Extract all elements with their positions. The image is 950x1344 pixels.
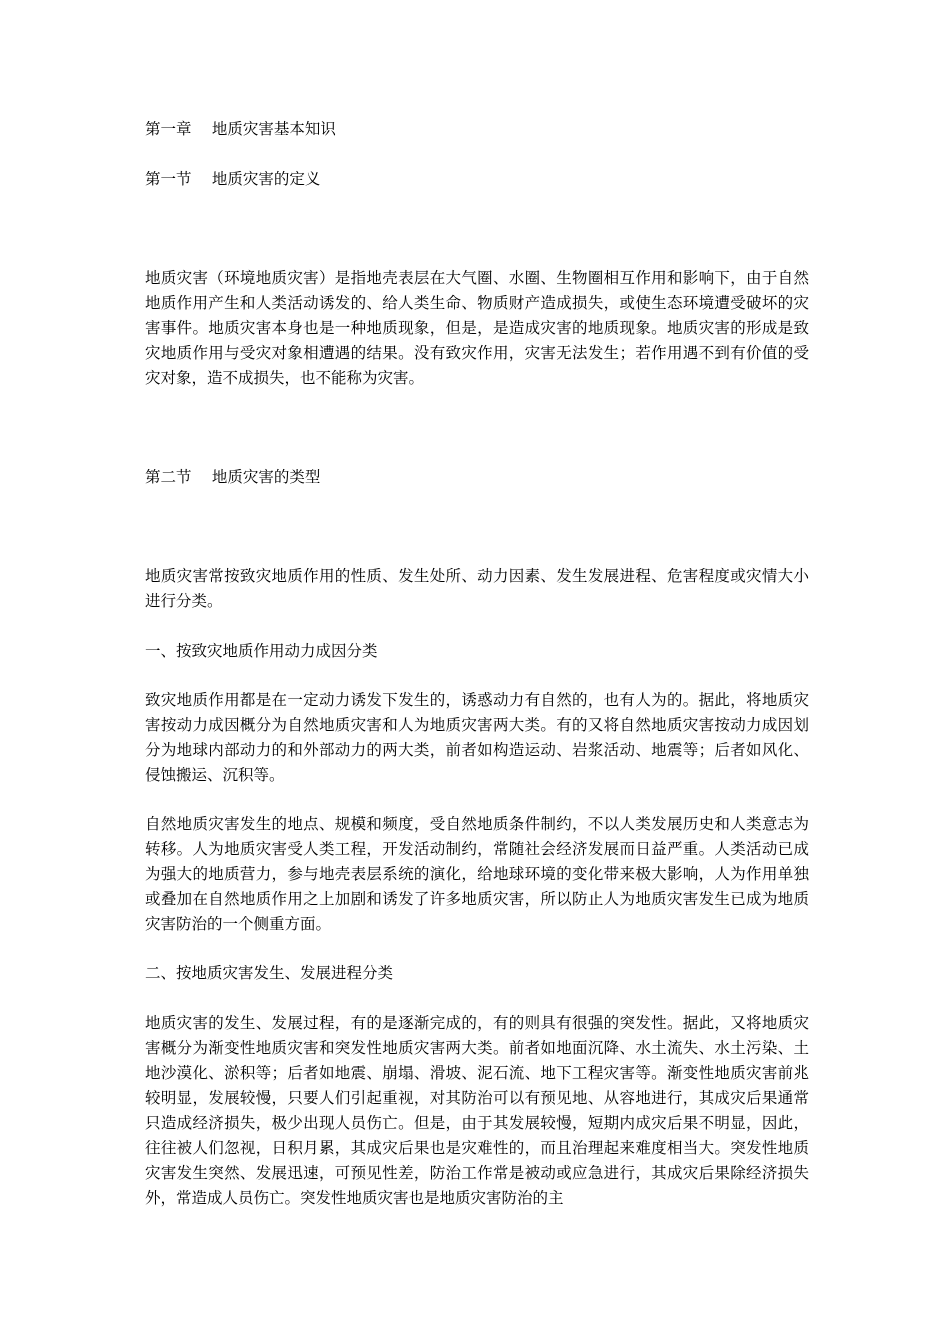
subsection-title-dynamic-cause: 一、按致灾地质作用动力成因分类 [145, 642, 378, 660]
chapter-title: 第一章 地质灾害基本知识 [145, 120, 336, 138]
section-title-definition: 第一节 地质灾害的定义 [145, 170, 321, 188]
paragraph-process: 地质灾害的发生、发展过程，有的是逐渐完成的，有的则具有很强的突发性。据此，又将地质灾害概分为渐变性地质灾害和突发性地质灾害两大类。前者如地面沉降、水土流失、水土污染、土地沙漠化、淤积等；后者如地震、崩塌、滑坡、泥石流、地下工程灾害等。渐变性地质灾害前兆较明显，发展较慢，只要人们引起重视，对其防治可以有预见地、从容地进行，其成灾后果通常只造成经济损失，极少出现人员伤亡。但是，由于其发展较慢，短期内成灾后果不明显，因此，往往被人们忽视，日积月累，其成灾后果也是灾难性的，而且治理起来难度相当大。突发性地质灾害发生突然、发展迅速，可预见性差，防治工作常是被动或应急进行，其成灾后果除经济损失外，常造成人员伤亡。突发性地质灾害也是地质灾害防治的主 [145, 1014, 809, 1207]
section-title-types: 第二节 地质灾害的类型 [145, 468, 321, 486]
subsection-title-process: 二、按地质灾害发生、发展进程分类 [145, 964, 394, 982]
paragraph-dynamic-cause-1: 致灾地质作用都是在一定动力诱发下发生的，诱惑动力有自然的，也有人为的。据此，将地质灾害按动力成因概分为自然地质灾害和人为地质灾害两大类。有的又将自然地质灾害按动力成因划分为地球内部动力的和外部动力的两大类，前者如构造运动、岩浆活动、地震等；后者如风化、侵蚀搬运、沉积等。 [145, 691, 809, 784]
paragraph-types-intro: 地质灾害常按致灾地质作用的性质、发生处所、动力因素、发生发展进程、危害程度或灾情大小进行分类。 [145, 567, 809, 610]
paragraph-definition: 地质灾害（环境地质灾害）是指地壳表层在大气圈、水圈、生物圈相互作用和影响下，由于自然地质作用产生和人类活动诱发的、给人类生命、物质财产造成损失，或使生态环境遭受破坏的灾害事件。地质灾害本身也是一种地质现象，但是，是造成灾害的地质现象。地质灾害的形成是致灾地质作用与受灾对象相遭遇的结果。没有致灾作用，灾害无法发生；若作用遇不到有价值的受灾对象，造不成损失，也不能称为灾害。 [145, 269, 809, 387]
paragraph-dynamic-cause-2: 自然地质灾害发生的地点、规模和频度，受自然地质条件制约，不以人类发展历史和人类意志为转移。人为地质灾害受人类工程，开发活动制约，常随社会经济发展而日益严重。人类活动已成为强大的地质营力，参与地壳表层系统的演化，给地球环境的变化带来极大影响，人为作用单独或叠加在自然地质作用之上加剧和诱发了许多地质灾害，所以防止人为地质灾害发生已成为地质灾害防治的一个侧重方面。 [145, 815, 809, 933]
